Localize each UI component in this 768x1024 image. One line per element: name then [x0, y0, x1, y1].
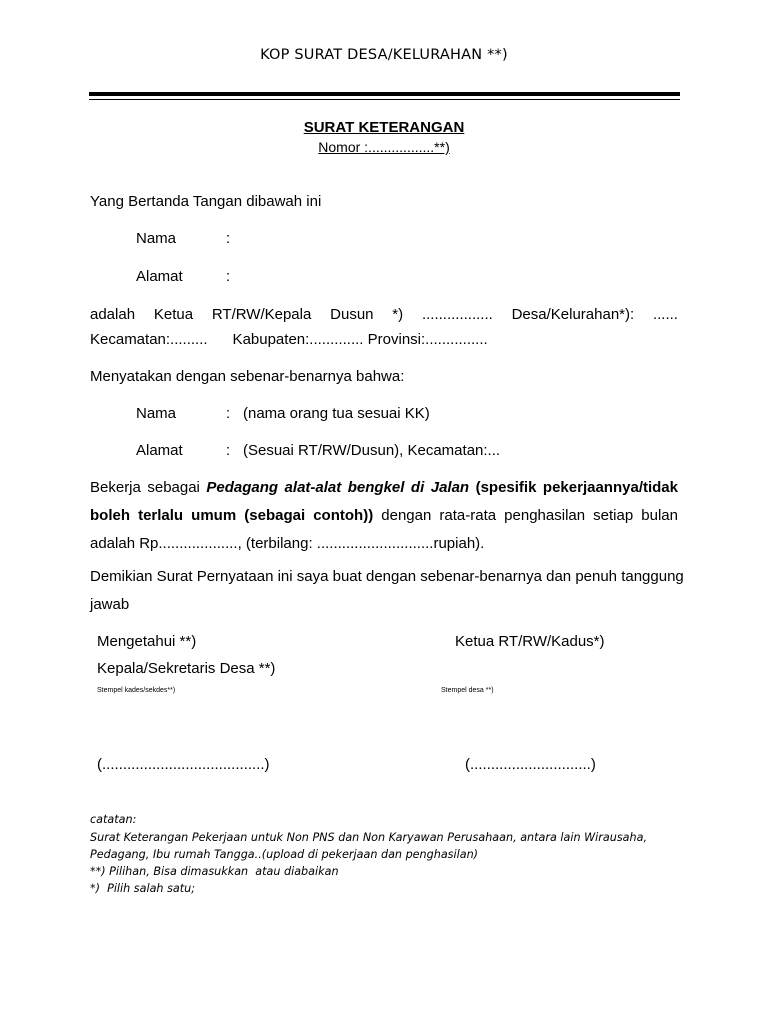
notes-line-4: *) Pilih salah satu; [90, 882, 196, 895]
position-word: ................. [421, 306, 493, 323]
work-line-1 [90, 474, 678, 502]
position-line-1 [90, 306, 678, 323]
sign-left-role: Kepala/Sekretaris Desa **) [97, 660, 276, 677]
position-word: Dusun [330, 306, 374, 323]
signer-nama-label: Nama [136, 230, 177, 247]
sign-left-name: (.......................................) [97, 756, 270, 773]
letterhead-title: KOP SURAT DESA/KELURAHAN **) [260, 47, 508, 63]
notes-line-1: Surat Keterangan Pekerjaan untuk Non PNS dan Non Karyawan Perusahaan, antara lain Wirausaha, [90, 831, 648, 844]
sign-left-stamp: Stempel kades/sekdes**) [97, 687, 176, 694]
subject-alamat-colon: : [226, 442, 231, 459]
notes-line-2: Pedagang, Ibu rumah Tangga..(upload di pekerjaan dan penghasilan) [90, 848, 479, 861]
closing-line-2: jawab [90, 596, 130, 613]
work-line-2 [90, 502, 678, 530]
work-prefix: Bekerja sebagai [90, 479, 207, 496]
position-word: ...... [652, 306, 678, 323]
header-rule-thick [89, 92, 680, 96]
document-title: SURAT KETERANGAN [303, 119, 465, 136]
work-paragraph [90, 474, 678, 558]
subject-alamat-label: Alamat [136, 442, 183, 459]
header-rule-thin [89, 99, 680, 100]
document-number: Nomor :.................**) [318, 139, 450, 155]
position-word: RT/RW/Kepala [211, 306, 312, 323]
signer-alamat-colon: : [226, 268, 231, 285]
sign-left-title: Mengetahui **) [97, 633, 197, 650]
declaration-text: Menyatakan dengan sebenar-benarnya bahwa: [90, 368, 405, 385]
signer-alamat-label: Alamat [136, 268, 183, 285]
work-line-3: adalah Rp..................., (terbilang: ............................rupiah). [90, 535, 485, 552]
sign-right-name: (.............................) [465, 756, 596, 773]
closing-line-1: Demikian Surat Pernyataan ini saya buat dengan sebenar-benarnya dan penuh tanggung [90, 568, 684, 585]
subject-nama-label: Nama [136, 405, 177, 422]
subject-nama-colon: : [226, 405, 231, 422]
work-spec-2: boleh terlalu umum (sebagai contoh)) [90, 507, 374, 524]
closing-paragraph [90, 563, 684, 619]
subject-nama-value: (nama orang tua sesuai KK) [243, 405, 430, 422]
position-word: *) [392, 306, 404, 323]
subject-alamat-value: (Sesuai RT/RW/Dusun), Kecamatan:... [243, 442, 501, 459]
work-rest-2: dengan rata-rata penghasilan setiap bulan [373, 507, 678, 524]
sign-right-stamp: Stempel desa **) [441, 687, 494, 694]
sign-right-title: Ketua RT/RW/Kadus*) [455, 633, 605, 650]
opening-text: Yang Bertanda Tangan dibawah ini [90, 193, 322, 210]
work-job: Pedagang alat-alat bengkel di Jalan [206, 479, 470, 496]
notes-title: catatan: [90, 813, 137, 826]
position-word: Ketua [153, 306, 194, 323]
work-spec-1: (spesifik pekerjaannya/tidak [469, 479, 678, 496]
signer-nama-colon: : [226, 230, 231, 247]
position-word: adalah [90, 306, 136, 323]
notes-line-3: **) Pilihan, Bisa dimasukkan atau diabaikan [90, 865, 339, 878]
position-line-2: Kecamatan:......... Kabupaten:............. Provinsi:............... [90, 331, 488, 348]
position-word: Desa/Kelurahan*): [511, 306, 635, 323]
